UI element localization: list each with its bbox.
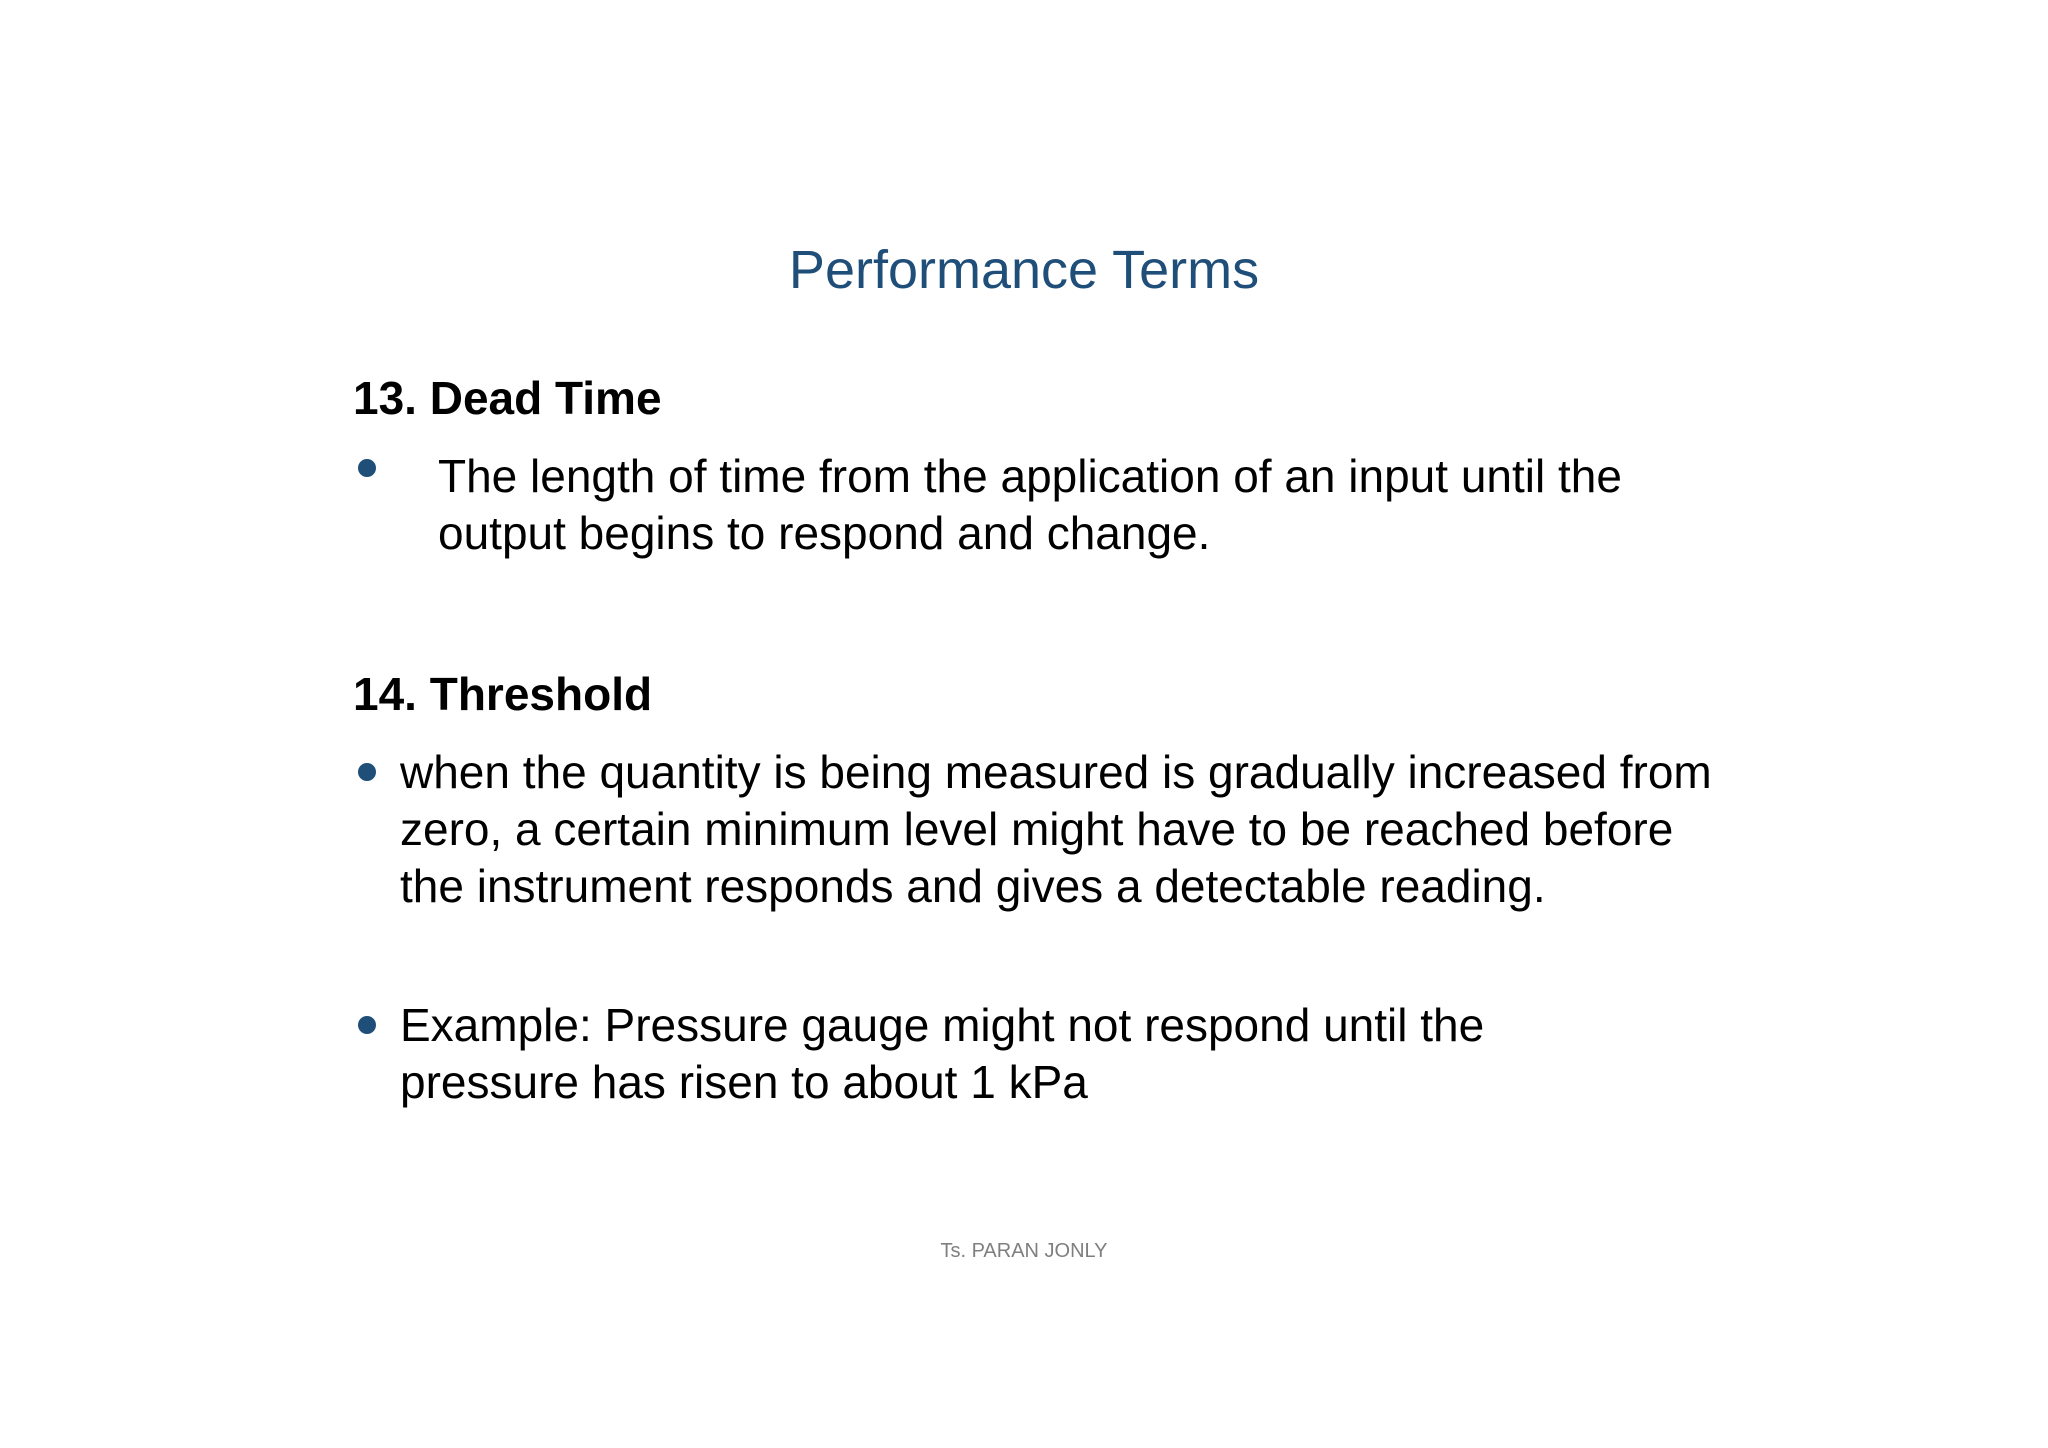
bullet-dot-icon bbox=[358, 459, 376, 477]
slide-footer: Ts. PARAN JONLY bbox=[940, 1240, 1108, 1262]
section-heading-dead-time: 13. Dead Time bbox=[353, 372, 662, 424]
bullet-text: Example: Pressure gauge might not respond until the pressure has risen to about 1 kPa bbox=[400, 999, 1485, 1108]
bullet-text: The length of time from the application of an input until the output begins to respond and change. bbox=[438, 450, 1622, 559]
bullet-dot-icon bbox=[358, 763, 376, 781]
bullet-dot-icon bbox=[358, 1016, 376, 1034]
bullet-text: when the quantity is being measured is gradually increased from zero, a certain minimum level might have to be reached before the instrument responds and gives a detectable reading. bbox=[400, 746, 1712, 912]
slide-title: Performance Terms bbox=[788, 240, 1260, 300]
section-heading-threshold: 14. Threshold bbox=[353, 668, 653, 720]
